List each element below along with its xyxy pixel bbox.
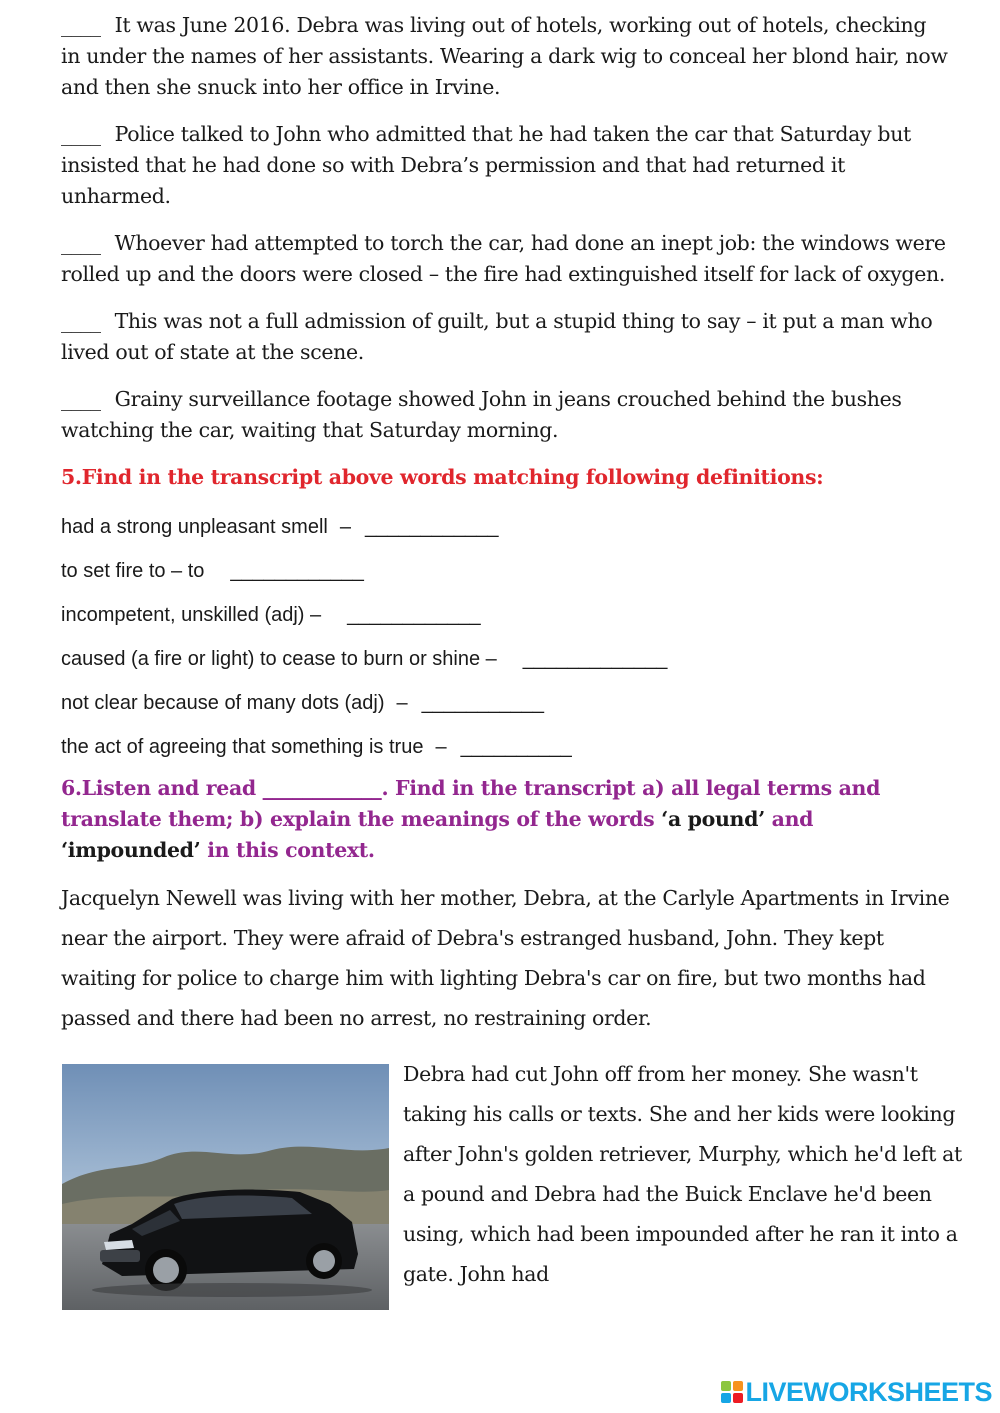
worksheet-page [61, 10, 962, 1314]
paragraph-text: Whoever had attempted to torch the car, had done an inept job: the windows were rolled up and the doors were closed – the fire had extinguished itself for lack of oxygen. [61, 231, 946, 286]
liveworksheets-logo[interactable] [721, 1377, 992, 1407]
task6-heading [61, 773, 951, 866]
sequence-paragraph [61, 384, 951, 446]
answer-blank[interactable]: _____________ [522, 648, 668, 670]
definition-row [61, 725, 951, 769]
definition-text: had a strong unpleasant smell [61, 516, 328, 538]
car-photo [62, 1064, 389, 1310]
paragraph-text: It was June 2016. Debra was living out of hotels, working out of hotels, checking in under the names of her assistants. Wearing a dark wig to conceal her blond hair, now and then she snuck into her office in Irvine. [61, 13, 948, 99]
sequence-paragraph [61, 228, 951, 290]
liveworksheets-logo-icon [721, 1381, 743, 1403]
sequence-paragraph [61, 10, 951, 103]
order-blank[interactable]: ____ [61, 231, 101, 255]
answer-blank[interactable]: __________ [460, 736, 572, 758]
answer-blank[interactable]: ____________ [364, 516, 499, 538]
definition-dash: – [339, 516, 351, 538]
story-with-image [61, 1054, 962, 1314]
order-blank[interactable]: ____ [61, 13, 101, 37]
sequence-paragraphs [61, 10, 951, 446]
paragraph-text: This was not a full admission of guilt, but a stupid thing to say – it put a man who lived out of state at the scene. [61, 309, 933, 364]
paragraph-text: Police talked to John who admitted that he had taken the car that Saturday but insisted that he had done so with Debra’s permission and that had returned it unharmed. [61, 122, 911, 208]
definition-row [61, 505, 951, 549]
task6-instruction: 6.Listen and read ____________. Find in the transcript a) all legal terms and translate them; b) explain the meanings of the words [61, 776, 881, 831]
definition-text: not clear because of many dots (adj) [61, 692, 385, 714]
paragraph-text: Grainy surveillance footage showed John in jeans crouched behind the bushes watching the car, waiting that Saturday morning. [61, 387, 902, 442]
story-paragraph: Debra had cut John off from her money. She wasn't taking his calls or texts. She and her kids were looking after John's golden retriever, Murphy, which he'd left at a pound and Debra had the Buick Enclave he'd been using, which had been impounded after he ran it into a gate. John had [403, 1062, 962, 1286]
definition-text: caused (a fire or light) to cease to burn or shine – [61, 648, 497, 670]
sequence-paragraph [61, 306, 951, 368]
story-paragraph: Jacquelyn Newell was living with her mother, Debra, at the Carlyle Apartments in Irvine near the airport. They were afraid of Debra's estranged husband, John. They kept waiting for police to charge him with lighting Debra's car on fire, but two months had passed and there had been no arrest, no restraining order. [61, 886, 950, 1030]
order-blank[interactable]: ____ [61, 309, 101, 333]
definition-dash: – [435, 736, 447, 758]
answer-blank[interactable]: ____________ [347, 604, 481, 626]
definition-row [61, 593, 951, 637]
answer-blank[interactable]: ____________ [230, 560, 364, 582]
definition-dash: – [396, 692, 408, 714]
sequence-paragraph [61, 119, 951, 212]
task5-heading: 5.Find in the transcript above words matching following definitions: [61, 465, 824, 489]
definition-text: the act of agreeing that something is true [61, 736, 424, 758]
term-pound: ‘a pound’ [661, 807, 765, 831]
logo-text: LIVEWORKSHEETS [745, 1376, 992, 1407]
task6-ending: in this context. [200, 838, 375, 862]
answer-blank[interactable]: ___________ [421, 692, 544, 714]
definition-row [61, 637, 951, 681]
term-impounded: ‘impounded’ [61, 838, 201, 862]
definition-row [61, 549, 951, 593]
task6-connector: and [764, 807, 814, 831]
order-blank[interactable]: ____ [61, 387, 101, 411]
order-blank[interactable]: ____ [61, 122, 101, 146]
definition-text: incompetent, unskilled (adj) – [61, 604, 322, 626]
definition-row [61, 681, 951, 725]
definition-text: to set fire to – to [61, 560, 205, 582]
definition-list [61, 505, 951, 769]
